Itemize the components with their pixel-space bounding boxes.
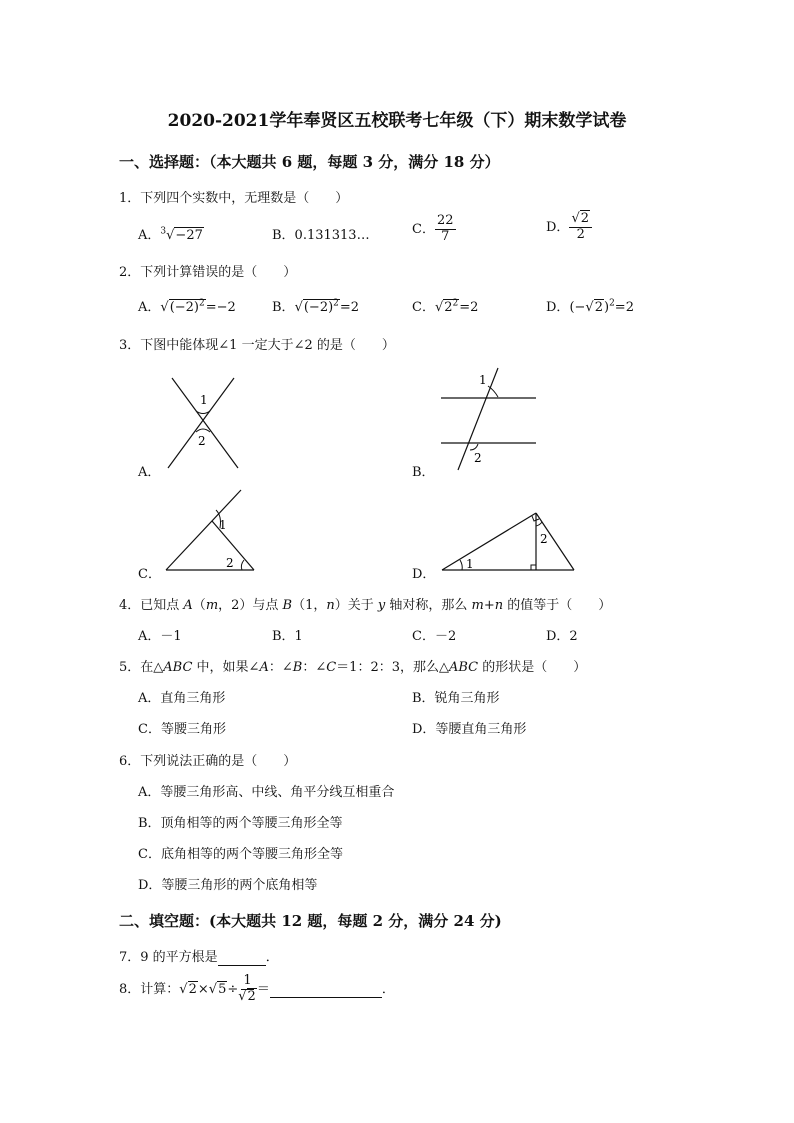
result: =2 [614,300,634,315]
answer-blank [270,982,382,998]
divide-sign: ÷ [227,981,239,997]
angle-label-1: 1 [466,557,474,571]
angle-c: C [326,660,337,675]
q4-option-c: C．－2 [412,629,457,644]
question-8-stem: 8．计算： [119,981,180,997]
text: 的值等于（ ） [503,598,612,613]
result: =−2 [205,300,236,315]
q5-option-b: B．锐角三角形 [412,691,500,706]
var-y: y [377,598,386,613]
q4-option-a: A．－1 [138,629,182,644]
option-letter: D． [546,300,570,315]
q6-option-d: D．等腰三角形的两个底角相等 [138,878,318,893]
radicand: 2 [594,300,603,315]
q1-option-a [138,224,204,243]
text: ）关于 [334,598,378,613]
figure-c-triangle-exterior-angle [160,486,260,576]
point-b: B [282,598,293,613]
cube-root-index: 3 [160,226,167,237]
text: 轴对称，那么 [385,598,472,613]
q3-option-b-label: B． [412,465,435,480]
radicand [303,299,340,315]
triangle-abc: ABC [163,660,193,675]
question-4-stem [119,594,611,613]
fraction [238,974,257,1005]
text: ：∠ [268,660,293,675]
q3-option-a-label: A． [138,465,161,480]
result: =2 [459,300,479,315]
paren-open: (− [569,300,586,315]
radicand: 2 [580,211,590,226]
angle-b: B [292,660,303,675]
q4-option-b: B．1 [272,629,303,644]
radicand-text: 2 [444,300,453,315]
q1-option-b: B．0.131313… [272,228,370,243]
var-m: m [205,598,219,613]
q4-option-d: D．2 [546,629,578,644]
q3-option-d-label: D． [412,567,436,582]
text: 中，如果∠ [192,660,260,675]
q5-option-c: C．等腰三角形 [138,722,226,737]
option-letter: D． [546,219,570,235]
denominator: 7 [441,228,450,244]
q6-option-b: B．顶角相等的两个等腰三角形全等 [138,816,343,831]
question-7-stem: 7．9 的平方根是 [119,950,218,965]
angle-a: A [259,660,269,675]
angle-label-2: 2 [540,532,548,546]
question-7 [119,946,279,966]
numerator: 22 [436,213,454,228]
angle-label-1: 1 [200,393,208,407]
section-fill-heading: 二、填空题：(本大题共 12 题，每题 2 分，满分 24 分) [119,912,502,930]
var-n: n [326,598,335,613]
q5-option-a: A．直角三角形 [138,691,226,706]
text: （ [192,598,206,613]
denominator: √2 [238,988,256,1004]
numerator: √2 [569,212,592,228]
radical-sign: √ [166,228,175,243]
radicand: −27 [175,228,203,243]
angle-label-2: 2 [198,434,206,448]
option-letter: B． [272,300,295,315]
fraction [435,214,456,245]
expr-m-plus-n: m+n [471,598,504,613]
option-letter: C． [412,221,435,237]
angle-label-1: 1 [219,518,227,532]
q6-option-c: C．底角相等的两个等腰三角形全等 [138,847,343,862]
denominator: 2 [576,226,585,242]
radicand-text: (−2) [169,300,199,315]
exponent: 2 [609,298,615,309]
result: =2 [339,300,360,315]
question-1-stem: 1．下列四个实数中，无理数是（ ） [119,191,349,206]
paren-close: ) [603,300,610,315]
q2-option-d: D．$(-√2)^2=2$ [546,298,634,315]
exponent: 2 [199,298,205,309]
question-6-stem: 6．下列说法正确的是（ ） [119,754,297,769]
exponent: 2 [452,298,459,309]
question-2-stem: 2．下列计算错误的是（ ） [119,265,297,280]
text: （1， [292,598,327,613]
q1-option-d [546,212,592,243]
exponent: 2 [333,298,339,309]
angle-label-1: 1 [479,373,487,387]
q2-option-c: C．$√2^2=2$ [412,298,479,315]
times-sign: × [197,981,209,997]
triangle-abc: ABC [448,660,479,675]
section-choice-heading: 一、选择题：（本大题共 6 题，每题 3 分，满分 18 分） [119,153,500,171]
q5-option-d: D．等腰直角三角形 [412,722,527,737]
radicand-text: (−2) [303,300,334,315]
q2-option-a: A．$√(-2)^2=-2$ [138,298,236,315]
q2-option-b: B．$√(-2)^2=2$ [272,298,360,315]
numerator: 1 [243,973,252,988]
radicand [443,299,459,315]
option-letter: A． [138,228,161,243]
equals-sign: ＝ [256,981,270,997]
text: ，2）与点 [218,598,283,613]
exam-title: 2020-2021学年奉贤区五校联考七年级（下）期末数学试卷 [167,111,627,131]
radicand [169,299,206,315]
period: ． [381,981,395,997]
option-letter: C． [412,300,435,315]
text: 的形状是（ ） [478,660,587,675]
angle-label-2: 2 [474,451,482,465]
point-a: A [183,598,193,613]
text: 4．已知点 [119,598,184,613]
q6-option-a: A．等腰三角形高、中线、角平分线互相重合 [138,785,395,800]
text: ：∠ [302,660,327,675]
period: ． [265,950,279,965]
figure-a-intersecting-lines [160,372,250,472]
radicand: 2 [188,981,197,997]
angle-label-2: 2 [226,556,234,570]
q3-option-c-label: C． [138,567,161,582]
text: 5．在△ [119,660,164,675]
question-8: 8．计算：√2×√5÷ $\frac{1}{√2}$ ＝ ． [119,973,395,1004]
fraction [569,212,592,243]
radicand: 2 [247,988,256,1004]
answer-blank [218,950,266,966]
question-5-stem [119,656,586,675]
figure-b-parallel-lines-transversal [438,364,542,474]
option-letter: A． [138,300,161,315]
q1-option-c [412,214,456,245]
question-3-stem: 3．下图中能体现∠1 一定大于∠2 的是（ ） [119,338,395,353]
radicand: 5 [218,981,227,997]
text: ＝1：2：3，那么△ [336,660,449,675]
figure-d-right-triangle-altitude [438,508,580,576]
